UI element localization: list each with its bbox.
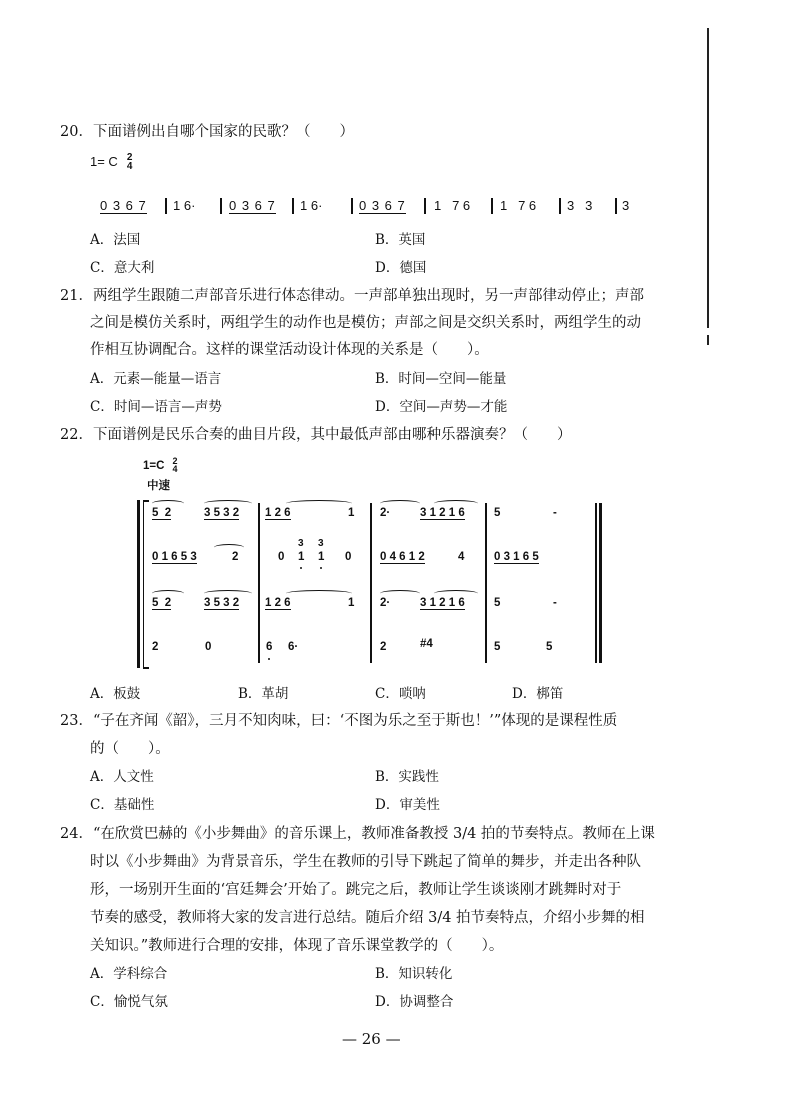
q20-option-a[interactable]: A．法国 [90,232,141,248]
q22-option-d[interactable]: D．梆笛 [512,686,564,702]
q20-time-top: 2 [126,151,133,163]
q22-stave3-note: 3 5 3 2 [204,597,240,609]
q21-option-b[interactable]: B．时间—空间—能量 [375,371,507,387]
page-number: — 26 — [342,1030,401,1048]
q22-upper-three: 3 [298,538,304,549]
q20-measure: 1 7 6 [500,198,537,213]
q22-upper-three: 3 [318,538,324,549]
q22-stave1-note: 2· [380,507,391,519]
q22-stave1-note: 5 2 [152,507,172,519]
q21-line-1: 21．两组学生跟随二声部音乐进行体态律动。一声部单独出现时，另一声部律动停止；声部 [60,288,644,304]
q22-stave2-note: 0 4 6 1 2 [380,551,425,563]
q24-line-5: 关知识。”教师进行合理的安排，体现了音乐课堂教学的（ ）。 [90,938,504,954]
q22-stave4-note: 2 [152,641,159,653]
q22-stem: 22．下面谱例是民乐合奏的曲目片段，其中最低声部由哪种乐器演奏？（ ） [60,427,572,443]
binding-edge-mark [707,335,709,345]
q22-stave4-note: 5 [494,641,501,653]
q22-stave3-note: 2· [380,597,391,609]
q22-stave4-note: 2 [380,641,387,653]
q24-option-c[interactable]: C．愉悦气氛 [90,994,168,1010]
q22-stave1-note: 1 [348,507,355,519]
q20-stem: 20．下面谱例出自哪个国家的民歌？（ ） [60,124,354,140]
q21-line-3: 作相互协调配合。这样的课堂活动设计体现的关系是（ ）。 [90,342,489,358]
q22-stave4-note: 6· [288,641,299,653]
q24-line-1: 24．“在欣赏巴赫的《小步舞曲》的音乐课上，教师准备教授 3/4 拍的节奏特点。教师在上课 [60,826,655,842]
q20-option-b[interactable]: B．英国 [375,232,426,248]
q23-option-a[interactable]: A．人文性 [90,769,154,785]
q22-stave3-note: 1 [348,597,355,609]
q20-measure: 0 3 6 7 [229,198,276,213]
q22-stave3-note: 5 [494,597,501,609]
q22-stave4-note: 5 [546,641,553,653]
q20-measure: 0 3 6 7 [359,198,406,213]
q22-stave1-note: - [553,507,557,519]
q20-key: 1= C [90,154,118,169]
q23-line-1: 23．“子在齐闻《韶》，三月不知肉味，曰：‘不图为乐之至于斯也！’”体现的是课程性质 [60,713,618,729]
q22-stave2-note: 0 [345,551,352,563]
q20-measure: 0 3 6 7 [100,198,147,213]
q22-stave3-note: 3 1 2 1 6 [420,597,465,609]
q24-line-3: 形，一场别开生面的‘宫廷舞会’开始了。跳完之后，教师让学生谈谈刚才跳舞时对于 [90,882,622,898]
q24-option-b[interactable]: B．知识转化 [375,966,453,982]
q20-option-d[interactable]: D．德国 [375,260,427,276]
q22-stave3-note: 5 2 [152,597,172,609]
q20-measure: 3 3 [567,198,593,213]
q22-stave2-note: 2 [232,551,239,563]
q24-option-d[interactable]: D．协调整合 [375,994,454,1010]
q22-time-bottom: 4 [172,463,178,474]
q23-option-d[interactable]: D．审美性 [375,797,440,813]
q22-stave4-note: #4 [420,638,433,650]
q21-option-c[interactable]: C．时间—语言—声势 [90,399,222,415]
q20-option-c[interactable]: C．意大利 [90,260,155,276]
q23-option-b[interactable]: B．实践性 [375,769,439,785]
q23-option-c[interactable]: C．基础性 [90,797,155,813]
q20-measure: 1 6· [173,198,196,213]
q22-option-a[interactable]: A．板鼓 [90,686,141,702]
q22-option-b[interactable]: B．革胡 [238,686,289,702]
q22-stave1-note: 3 5 3 2 [204,507,240,519]
q23-line-2: 的（ ）。 [90,741,170,757]
q20-measure: 3 [622,198,630,213]
q22-key: 1=C [143,460,165,472]
q20-key-signature [90,151,132,171]
q22-stave1-note: 1 2 6 [265,507,291,519]
q21-option-a[interactable]: A．元素—能量—语言 [90,371,222,387]
q22-stave4-note: 6 [266,641,273,653]
q22-stave2-note: 0 1 6 5 3 [152,551,197,563]
q20-measure: 1 7 6 [434,198,471,213]
q24-line-2: 时以《小步舞曲》为背景音乐，学生在教师的引导下跳起了简单的舞步，并走出各种队 [90,854,641,870]
q20-time-bottom: 4 [126,160,133,172]
q24-option-a[interactable]: A．学科综合 [90,966,168,982]
binding-edge-line [707,28,709,328]
q22-stave2-note: 1 [318,551,325,563]
q21-line-2: 之间是模仿关系时，两组学生的动作也是模仿；声部之间是交织关系时，两组学生的动 [90,315,641,331]
q22-stave2-note: 0 [278,551,285,563]
q21-option-d[interactable]: D．空间—声势—才能 [375,399,508,415]
q22-time-top: 2 [172,455,178,466]
q22-key-signature [143,454,178,473]
q22-stave3-note: - [553,597,557,609]
q22-stave2-note: 0 3 1 6 5 [494,551,539,563]
q24-line-4: 节奏的感受，教师将大家的发言进行总结。随后介绍 3/4 拍节奏特点，介绍小步舞的相 [90,910,645,926]
q22-stave1-note: 5 [494,507,501,519]
q22-stave3-note: 1 2 6 [265,597,291,609]
q22-stave2-note: 1 [298,551,305,563]
q22-option-c[interactable]: C．唢呐 [375,686,426,702]
q20-measure: 1 6· [300,198,323,213]
q22-stave4-note: 0 [205,641,212,653]
q22-stave2-note: 4 [458,551,465,563]
q22-tempo: 中速 [147,480,170,492]
q22-stave1-note: 3 1 2 1 6 [420,507,465,519]
